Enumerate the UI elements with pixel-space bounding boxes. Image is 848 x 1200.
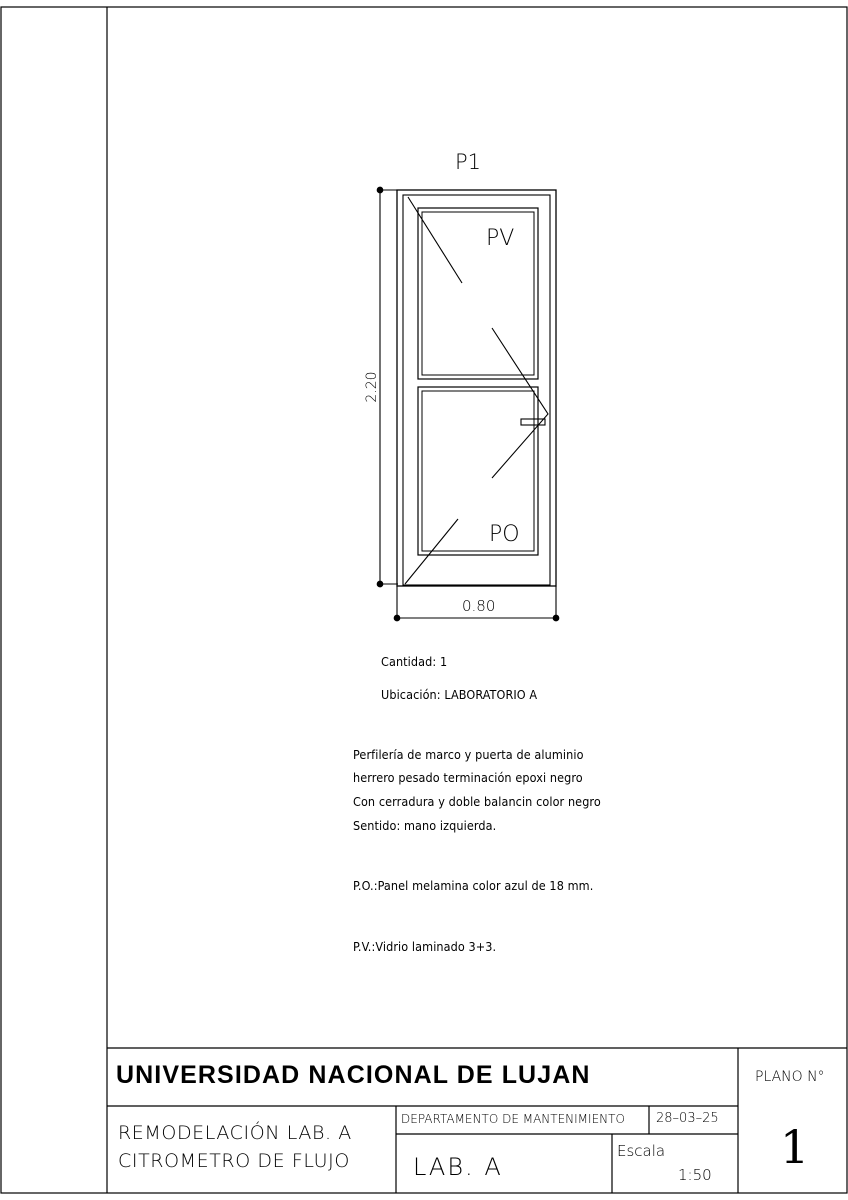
quantity-note: Cantidad: 1 <box>381 654 448 669</box>
description-line: Con cerradura y doble balancin color negro <box>353 794 601 809</box>
scale-label: Escala <box>617 1142 666 1160</box>
door-elevation <box>397 190 556 586</box>
date-label: 28–03–25 <box>656 1111 719 1126</box>
sheet-border <box>1 7 847 1193</box>
opening-line-upper <box>408 197 462 283</box>
scale-value: 1:50 <box>678 1166 712 1184</box>
swing-indicator <box>492 328 548 478</box>
panel-pv-note: P.V.:Vidrio laminado 3+3. <box>353 939 497 954</box>
upper-panel-label: PV <box>486 226 515 251</box>
project-name-line1: REMODELACIÓN LAB. A <box>118 1122 352 1144</box>
description-line: Perfilería de marco y puerta de aluminio <box>353 747 584 762</box>
door-frame-outer <box>397 190 556 586</box>
lower-panel-label: PO <box>489 522 520 547</box>
description-line: herrero pesado terminación epoxi negro <box>353 770 583 785</box>
location-note: Ubicación: LABORATORIO A <box>381 687 538 702</box>
upper-panel-outer <box>418 208 538 379</box>
panel-po-note: P.O.:Panel melamina color azul de 18 mm. <box>353 878 594 893</box>
institution-title: UNIVERSIDAD NACIONAL DE LUJAN <box>116 1061 591 1089</box>
sheet-title: LAB. A <box>413 1153 503 1181</box>
height-dimension-label: 2.20 <box>364 371 380 403</box>
upper-panel-inner <box>422 212 534 375</box>
description-line: Sentido: mano izquierda. <box>353 818 497 833</box>
project-name-line2: CITROMETRO DE FLUJO <box>118 1150 350 1172</box>
lower-panel-outer <box>418 387 538 555</box>
department-label: DEPARTAMENTO DE MANTENIMIENTO <box>401 1112 625 1126</box>
width-dimension-label: 0.80 <box>462 597 496 615</box>
height-dimension <box>377 187 398 587</box>
door-frame-inner <box>403 195 550 585</box>
door-tag: P1 <box>455 150 482 174</box>
plan-number: 1 <box>780 1120 810 1174</box>
plan-number-label: PLANO N° <box>755 1069 825 1085</box>
